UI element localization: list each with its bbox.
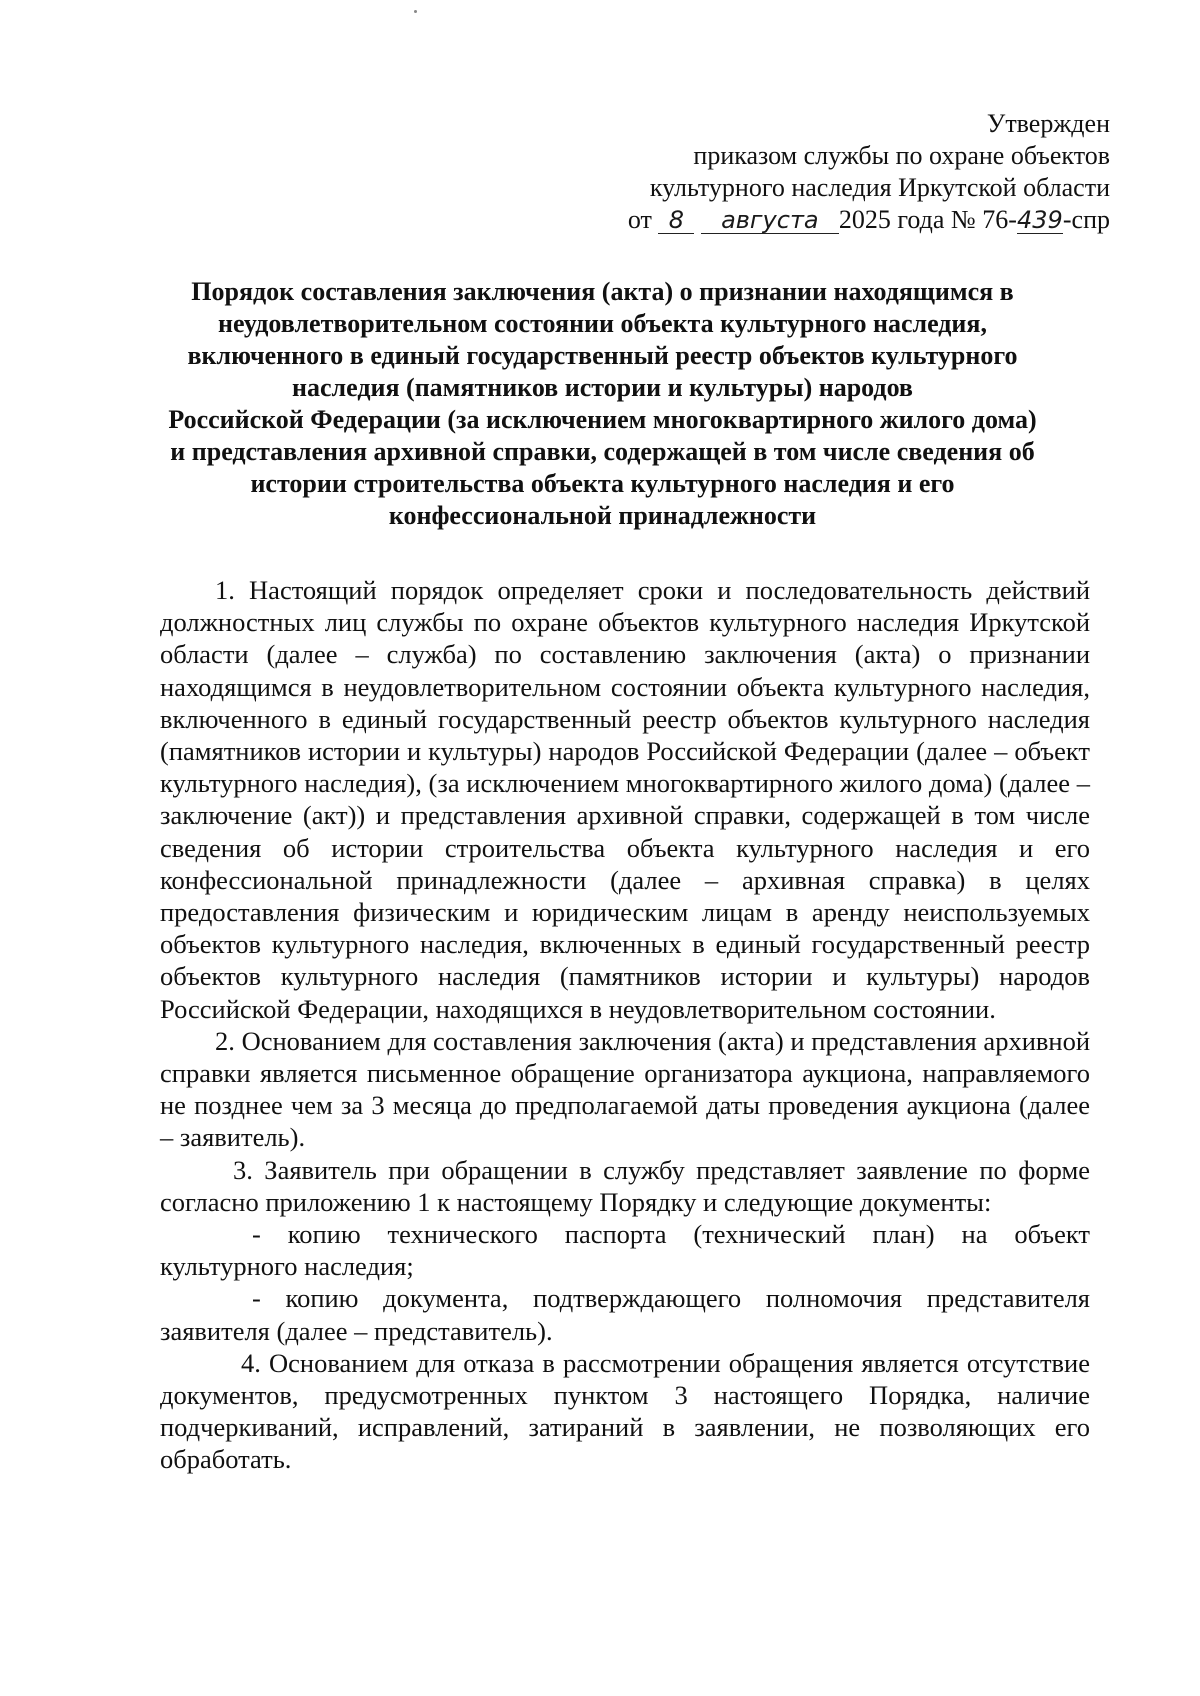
title-line: и представления архивной справки, содержащей в том числе сведения об [170, 437, 1035, 466]
title-line: наследия (памятников истории и культуры) народов [292, 373, 913, 402]
title-line: истории строительства объекта культурного наследия и его [250, 469, 955, 498]
list-item-tech-passport: - копию технического паспорта (технический план) на объект культурного наследия; [160, 1219, 1090, 1282]
approval-date-line [628, 204, 1110, 236]
paragraph-3: 3. Заявитель при обращении в службу представляет заявление по форме согласно приложению 1 к настоящему Порядку и следующие документы: [160, 1154, 1090, 1217]
date-prefix: от [627, 205, 652, 234]
paragraph-4: 4. Основанием для отказа в рассмотрении обращения является отсутствие документов, предусмотренных пунктом 3 настоящего Порядка, наличие подчеркиваний, исправлений, затираний в заявлении, не позволяющих его обработать. [160, 1347, 1090, 1475]
title-line: неудовлетворительном состоянии объекта культурного наследия, [218, 309, 987, 338]
approval-line-2: приказом службы по охране объектов [693, 141, 1110, 170]
handwritten-order-number: 439 [1016, 206, 1063, 234]
handwritten-day: 8 [658, 207, 694, 234]
year-text: 2025 года № 76- [838, 205, 1017, 234]
list-item-authority-document: - копию документа, подтверждающего полномочия представителя заявителя (далее – представитель). [160, 1283, 1090, 1346]
title-line: конфессиональной принадлежности [388, 501, 817, 530]
paragraph-1: 1. Настоящий порядок определяет сроки и последовательность действий должностных лиц службы по охране объектов культурного наследия Иркутской области (далее – служба) по составлению заключения (акта) о признании находящимся в неудовлетворительном состоянии объекта культурного наследия, включенного в единый государственный реестр объектов культурного наследия (памятников истории и культуры) народов Российской Федерации (далее – объект культурного наследия), (за исключением многоквартирного жилого дома) (далее – заключение (акт)) и представления архивной справки, содержащей в том числе сведения об истории строительства объекта культурного наследия и его конфессиональной принадлежности (далее – архивная справка) в целях предоставления физическим и юридическим лицам в аренду неиспользуемых объектов культурного наследия, включенных в единый государственный реестр объектов культурного наследия (памятников истории и культуры) народов Российской Федерации, находящихся в неудовлетворительном состоянии. [160, 575, 1090, 1024]
title-line: Порядок составления заключения (акта) о признании находящимся в [191, 277, 1014, 306]
approval-line-3: культурного наследия Иркутской области [649, 173, 1110, 202]
document-body [160, 574, 1090, 1476]
approval-stamp-block [628, 108, 1110, 236]
title-line: включенного в единый государственный реестр объектов культурного [187, 341, 1018, 370]
document-title [120, 276, 1085, 532]
title-line: Российской Федерации (за исключением многоквартирного жилого дома) [168, 405, 1037, 434]
paragraph-2: 2. Основанием для составления заключения (акта) и представления архивной справки является письменное обращение организатора аукциона, направляемого не позднее чем за 3 месяца до предполагаемой даты проведения аукциона (далее – заявитель). [160, 1025, 1090, 1153]
order-suffix: -спр [1062, 205, 1110, 234]
approval-line-1: Утвержден [986, 109, 1110, 138]
handwritten-month: августа [701, 207, 839, 234]
scan-speck [414, 10, 417, 13]
